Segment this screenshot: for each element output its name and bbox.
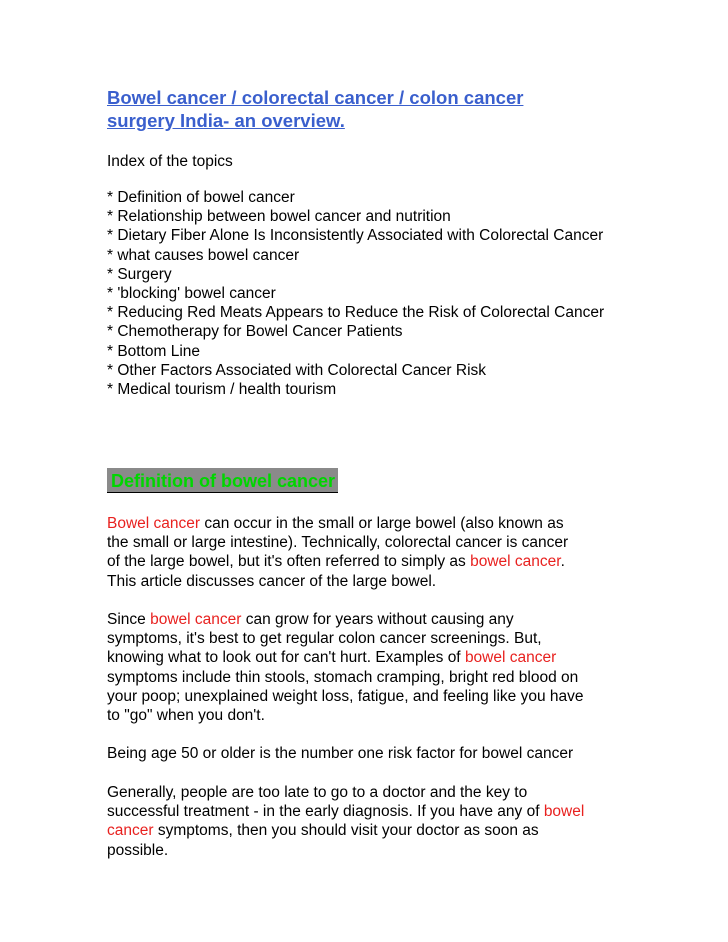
topic-item: * Bottom Line	[107, 342, 201, 360]
paragraph-line: possible.	[107, 841, 169, 859]
highlight-term: bowel cancer	[150, 611, 242, 628]
paragraph-line	[107, 514, 647, 533]
paragraph-risk-factor	[107, 744, 647, 763]
paragraph-diagnosis	[107, 783, 647, 860]
title-line-2: surgery India- an overview.	[107, 110, 345, 131]
document-title	[107, 86, 647, 132]
title-line-1: Bowel cancer / colorectal cancer / colon cancer	[107, 87, 524, 108]
highlight-term: bowel cancer	[470, 553, 561, 571]
topic-item: * Surgery	[107, 265, 172, 283]
topic-index-list	[107, 188, 647, 399]
paragraph-line: symptoms include thin stools, stomach cramping, bright red blood on	[107, 668, 579, 686]
index-heading: Index of the topics	[107, 153, 233, 170]
topic-item: * Other Factors Associated with Colorectal Cancer Risk	[107, 361, 487, 379]
paragraph-line	[107, 610, 647, 629]
paragraph-line: the small or large intestine). Technically, colorectal cancer is cancer	[107, 534, 569, 552]
paragraph-line: Generally, people are too late to go to a doctor and the key to	[107, 784, 528, 801]
paragraph-definition	[107, 514, 647, 591]
text-run: of the large bowel, but it's often referred to simply as	[107, 553, 471, 571]
paragraph-line: symptoms, it's best to get regular colon cancer screenings. But,	[107, 630, 542, 648]
paragraph-line: to "go" when you don't.	[107, 707, 265, 725]
topic-item: * Definition of bowel cancer	[107, 189, 295, 206]
text-run: .	[560, 553, 565, 571]
text-run: can grow for years without causing any	[241, 611, 514, 628]
highlight-term: cancer	[107, 822, 154, 840]
paragraph-line	[107, 802, 647, 821]
topic-item: * Medical tourism / health tourism	[107, 381, 337, 399]
highlight-term: Bowel cancer	[107, 515, 201, 532]
paragraph-line	[107, 648, 647, 667]
paragraph-symptoms	[107, 610, 647, 725]
highlight-term: bowel	[543, 803, 585, 821]
topic-item: * 'blocking' bowel cancer	[107, 285, 276, 303]
highlight-term: bowel cancer	[464, 649, 557, 667]
text-run: knowing what to look out for can't hurt. Examples of	[107, 649, 465, 667]
paragraph-line: your poop; unexplained weight loss, fatigue, and feeling like you have	[107, 687, 584, 705]
section-heading-definition: Definition of bowel cancer	[107, 468, 338, 493]
paragraph-line	[107, 552, 647, 571]
topic-item: * Chemotherapy for Bowel Cancer Patients	[107, 323, 403, 341]
text-run: symptoms, then you should visit your doctor as soon as	[153, 822, 539, 840]
paragraph-line	[107, 821, 647, 840]
topic-item: * Relationship between bowel cancer and nutrition	[107, 208, 451, 226]
text-run: successful treatment - in the early diagnosis. If you have any of	[107, 803, 544, 821]
topic-item: * Reducing Red Meats Appears to Reduce the Risk of Colorectal Cancer	[107, 304, 605, 322]
topic-item: * what causes bowel cancer	[107, 246, 300, 264]
paragraph-line: This article discusses cancer of the large bowel.	[107, 572, 437, 590]
text-run: can occur in the small or large bowel (also known as	[200, 515, 564, 532]
text-run: Since	[107, 611, 151, 628]
paragraph-line: Being age 50 or older is the number one risk factor for bowel cancer	[107, 745, 574, 762]
topic-item: * Dietary Fiber Alone Is Inconsistently Associated with Colorectal Cancer	[107, 227, 604, 245]
